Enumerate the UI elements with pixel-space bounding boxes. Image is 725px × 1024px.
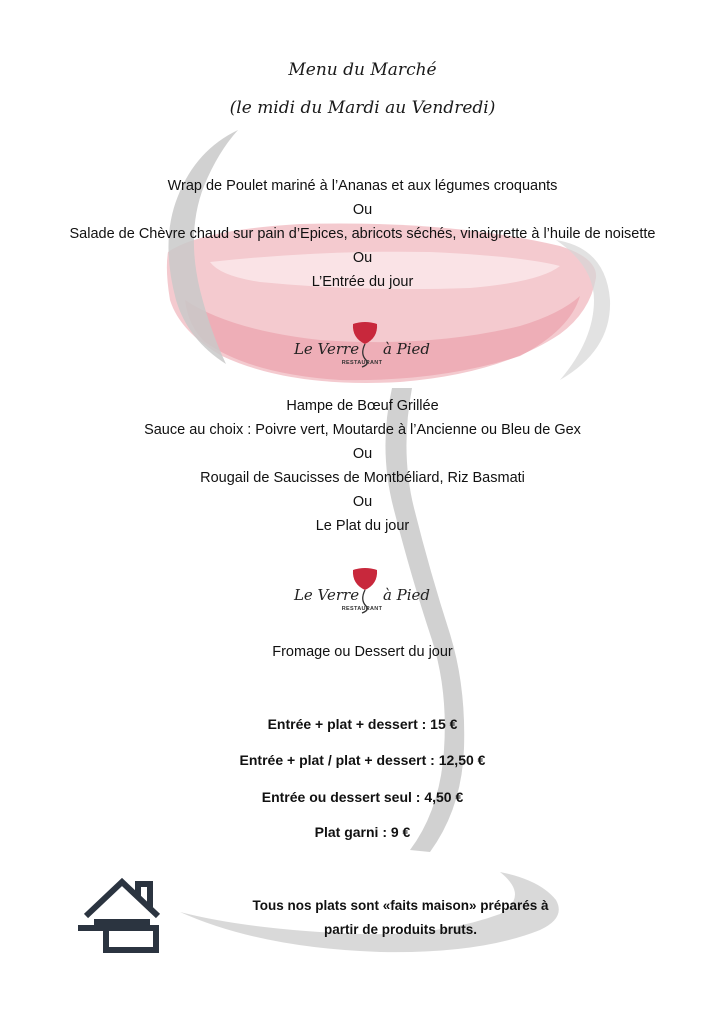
plat-or-1: Ou <box>352 446 373 462</box>
footer-note-line-2: partir de produits bruts. <box>323 922 477 937</box>
restaurant-logo <box>282 566 442 622</box>
price-formula-4: Plat garni : 9 € <box>314 824 411 840</box>
plat-or-2: Ou <box>352 494 373 510</box>
entree-item-1: Wrap de Poulet mariné à l’Ananas et aux légumes croquants <box>167 178 558 194</box>
menu-title: Menu du Marché <box>288 60 437 80</box>
fait-maison-house-icon <box>76 876 168 956</box>
price-formula-2: Entrée + plat / plat + dessert : 12,50 € <box>239 752 486 768</box>
logo-name: Le Verre à Pied <box>293 340 431 358</box>
dessert-item-1: Fromage ou Dessert du jour <box>272 644 453 660</box>
plat-item-1: Hampe de Bœuf Grillée <box>286 398 439 414</box>
menu-subtitle: (le midi du Mardi au Vendredi) <box>229 98 496 118</box>
logo-name: Le Verre à Pied <box>293 586 431 604</box>
entree-item-2: Salade de Chèvre chaud sur pain d’Epices, abricots séchés, vinaigrette à l’huile de noisette <box>69 226 656 242</box>
plat-item-1-detail: Sauce au choix : Poivre vert, Moutarde à l’Ancienne ou Bleu de Gex <box>144 422 581 438</box>
entree-or-1: Ou <box>352 202 373 218</box>
entree-item-3: L’Entrée du jour <box>311 274 414 290</box>
logo-tagline: RESTAURANT <box>341 606 383 612</box>
entree-or-2: Ou <box>352 250 373 266</box>
price-formula-1: Entrée + plat + dessert : 15 € <box>267 716 458 732</box>
restaurant-logo <box>282 320 442 376</box>
footer-note-line-1: Tous nos plats sont «faits maison» préparés à <box>252 898 549 913</box>
logo-tagline: RESTAURANT <box>341 360 383 366</box>
price-formula-3: Entrée ou dessert seul : 4,50 € <box>261 789 464 805</box>
plat-item-2: Rougail de Saucisses de Montbéliard, Riz Basmati <box>200 470 525 486</box>
plat-item-3: Le Plat du jour <box>315 518 410 534</box>
